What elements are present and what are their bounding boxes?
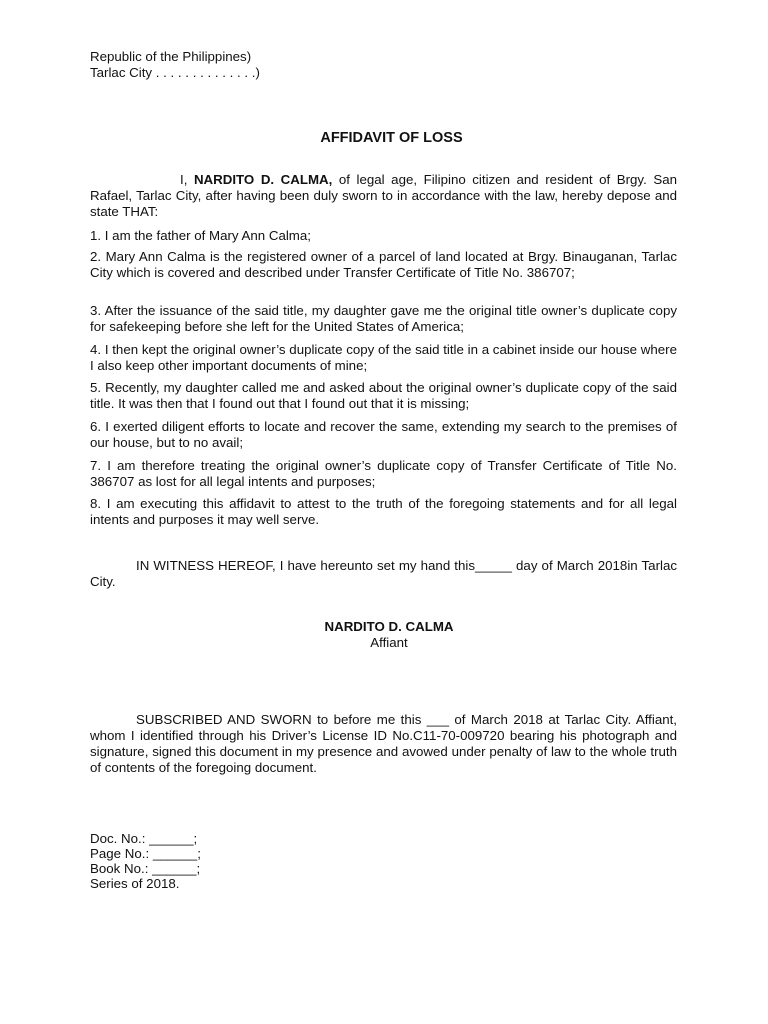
- statement-text: 5. Recently, my daughter called me and asked about the original owner’s duplicate copy of the said title. It was then that I found out that I found out that it is missing;: [90, 380, 677, 411]
- statement-1: [90, 228, 677, 244]
- book-no: Book No.: ______;: [90, 861, 201, 876]
- intro-rest: of legal age, Filipino citizen and resident of Brgy. San Rafael, Tarlac City, after having been duly sworn to in accordance with the law, hereby depose and state THAT:: [90, 172, 677, 219]
- statement-text: 1. I am the father of Mary Ann Calma;: [90, 228, 311, 243]
- venue-block: [90, 49, 260, 81]
- statement-text: 8. I am executing this affidavit to attest to the truth of the foregoing statements and for all legal intents and purposes it may well serve.: [90, 496, 677, 527]
- statement-2: [90, 249, 677, 281]
- page-no: Page No.: ______;: [90, 846, 201, 861]
- statement-text: 6. I exerted diligent efforts to locate and recover the same, extending my search to the premises of our house, but to no avail;: [90, 419, 677, 450]
- series-year: Series of 2018.: [90, 876, 180, 891]
- witness-text: IN WITNESS HEREOF, I have hereunto set my hand this_____ day of March 2018in Tarlac City.: [90, 558, 677, 589]
- affiant-name-inline: NARDITO D. CALMA,: [193, 172, 333, 187]
- statement-3: [90, 303, 677, 335]
- statement-6: [90, 419, 677, 451]
- affiant-name: NARDITO D. CALMA: [324, 619, 454, 634]
- statement-text: 4. I then kept the original owner’s duplicate copy of the said title in a cabinet inside our house where I also keep other important documents of mine;: [90, 342, 677, 373]
- intro-prefix: I,: [180, 172, 194, 187]
- statement-text: 3. After the issuance of the said title, my daughter gave me the original title owner’s duplicate copy for safekeeping before she left for the United States of America;: [90, 303, 677, 334]
- intro-paragraph: [90, 172, 677, 220]
- witness-clause: [90, 558, 677, 590]
- affiant-label: Affiant: [370, 635, 408, 650]
- statement-7: [90, 458, 677, 490]
- venue-city: Tarlac City . . . . . . . . . . . . . .): [90, 65, 260, 80]
- statement-4: [90, 342, 677, 374]
- affiant-signature-block: [0, 619, 768, 651]
- notarial-register: [90, 831, 201, 891]
- statement-5: [90, 380, 677, 412]
- doc-no: Doc. No.: ______;: [90, 831, 198, 846]
- statement-8: [90, 496, 677, 528]
- statement-text: 7. I am therefore treating the original owner’s duplicate copy of Transfer Certificate of Title No. 386707 as lost for all legal intents and purposes;: [90, 458, 677, 489]
- jurat-clause: [90, 712, 677, 776]
- statement-text: 2. Mary Ann Calma is the registered owner of a parcel of land located at Brgy. Binauganan, Tarlac City which is covered and described under Transfer Certificate of Title No. 386707;: [90, 249, 677, 280]
- document-title: AFFIDAVIT OF LOSS: [320, 130, 463, 146]
- venue-country: Republic of the Philippines): [90, 49, 252, 64]
- jurat-text: SUBSCRIBED AND SWORN to before me this ___ of March 2018 at Tarlac City. Affiant, whom I identified through his Driver’s License ID No.C11-70-009720 bearing his photograph and signature, signed this document in my presence and avowed under penalty of law to the whole truth of contents of the foregoing document.: [90, 712, 677, 775]
